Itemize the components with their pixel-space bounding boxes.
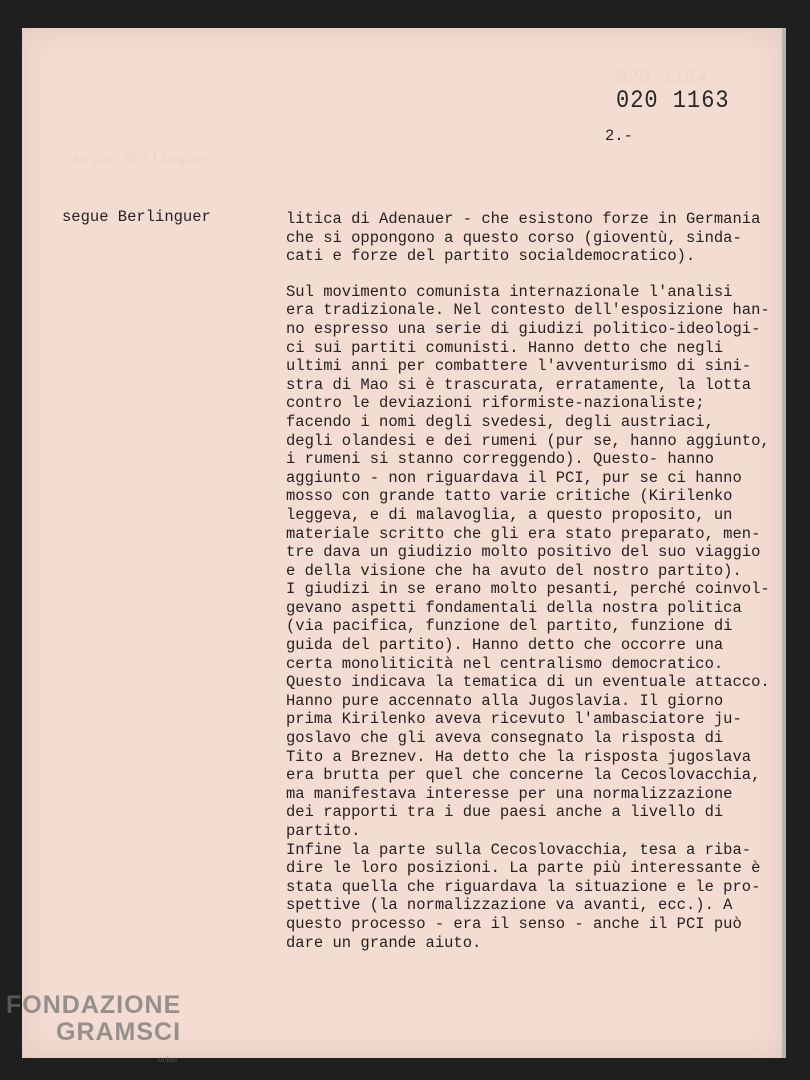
- text-line: leggeva, e di malavoglia, a questo proposito, un: [286, 505, 733, 524]
- watermark-line-2: GRAMSCI: [56, 1018, 182, 1046]
- text-line: cati e forze del partito socialdemocratico).: [286, 247, 696, 266]
- text-line: mosso con grande tatto varie critiche (Kirilenko: [286, 487, 733, 506]
- text-line: spettive (la normalizzazione va avanti, ecc.). A: [286, 896, 733, 915]
- text-line: dei rapporti tra i due paesi anche a livello di: [286, 803, 724, 822]
- archive-watermark: [6, 993, 181, 1045]
- text-line: certa monoliticità nel centralismo democratico.: [286, 654, 724, 673]
- paragraph: [286, 283, 786, 952]
- text-line: stata quella che riguardava la situazione e le pro-: [286, 877, 761, 896]
- text-line: che si oppongono a questo corso (gioventù, sinda-: [286, 228, 742, 247]
- text-line: contro le deviazioni riformiste-nazionaliste;: [286, 394, 705, 413]
- page-number: 2.-: [605, 127, 633, 145]
- watermark-line-1: FONDAZIONE: [6, 991, 182, 1019]
- text-line: facendo i nomi degli svedesi, degli austriaci,: [286, 412, 714, 431]
- bleed-through-doc-number: 020 1164: [616, 67, 708, 89]
- text-line: questo processo - era il senso - anche il PCI può: [286, 914, 742, 933]
- text-line: aggiunto - non riguardava il PCI, pur se ci hanno: [286, 468, 742, 487]
- watermark-tag: onlus: [158, 1055, 178, 1064]
- text-line: Sul movimento comunista internazionale l'analisi: [286, 282, 733, 301]
- document-number: 020 1163: [616, 86, 730, 115]
- text-line: dire le loro posizioni. La parte più interessante è: [286, 859, 761, 878]
- text-line: dare un grande aiuto.: [286, 933, 482, 952]
- text-line: litica di Adenauer - che esistono forze in Germania: [286, 210, 761, 228]
- text-line: e della visione che ha avuto del nostro partito).: [286, 561, 742, 580]
- paragraph: [286, 210, 786, 266]
- text-line: ultimi anni per combattere l'avventurismo di sini-: [286, 357, 752, 376]
- text-line: I giudizi in se erano molto pesanti, perché coinvol-: [286, 580, 770, 599]
- text-line: materiale scritto che gli era stato preparato, men-: [286, 524, 761, 543]
- speaker-label: segue Berlinguer: [62, 208, 211, 226]
- text-line: Tito a Breznev. Ha detto che la risposta jugoslava: [286, 747, 752, 766]
- text-line: goslavo che gli aveva consegnato la risposta di: [286, 729, 724, 748]
- text-line: prima Kirilenko aveva ricevuto l'ambasciatore ju-: [286, 710, 742, 729]
- text-line: gevano aspetti fondamentali della nostra politica: [286, 598, 742, 617]
- text-line: i rumeni si stanno correggendo). Questo- hanno: [286, 450, 714, 469]
- text-line: Infine la parte sulla Cecoslovacchia, tesa a riba-: [286, 840, 752, 859]
- text-line: ma manifestava interesse per una normalizzazione: [286, 784, 733, 803]
- text-line: no espresso una serie di giudizi politico-ideologi-: [286, 319, 761, 338]
- transcript-body: [286, 210, 786, 952]
- text-line: ci sui partiti comunisti. Hanno detto che negli: [286, 338, 724, 357]
- text-line: stra di Mao si è trascurata, erratamente, la lotta: [286, 375, 752, 394]
- bleed-through-speaker: segue Berlinguer: [72, 152, 212, 168]
- text-line: guida del partito). Hanno detto che occorre una: [286, 636, 724, 655]
- text-line: degli olandesi e dei rumeni (pur se, hanno aggiunto,: [286, 431, 770, 450]
- text-line: Hanno pure accennato alla Jugoslavia. Il giorno: [286, 691, 724, 710]
- text-line: tre dava un giudizio molto positivo del suo viaggio: [286, 543, 761, 562]
- text-line: Questo indicava la tematica di un eventuale attacco.: [286, 673, 770, 692]
- text-line: era brutta per quel che concerne la Cecoslovacchia,: [286, 766, 761, 785]
- text-line: era tradizionale. Nel contesto dell'esposizione han-: [286, 301, 770, 320]
- text-line: (via pacifica, funzione del partito, funzione di: [286, 617, 733, 636]
- text-line: partito.: [286, 822, 361, 840]
